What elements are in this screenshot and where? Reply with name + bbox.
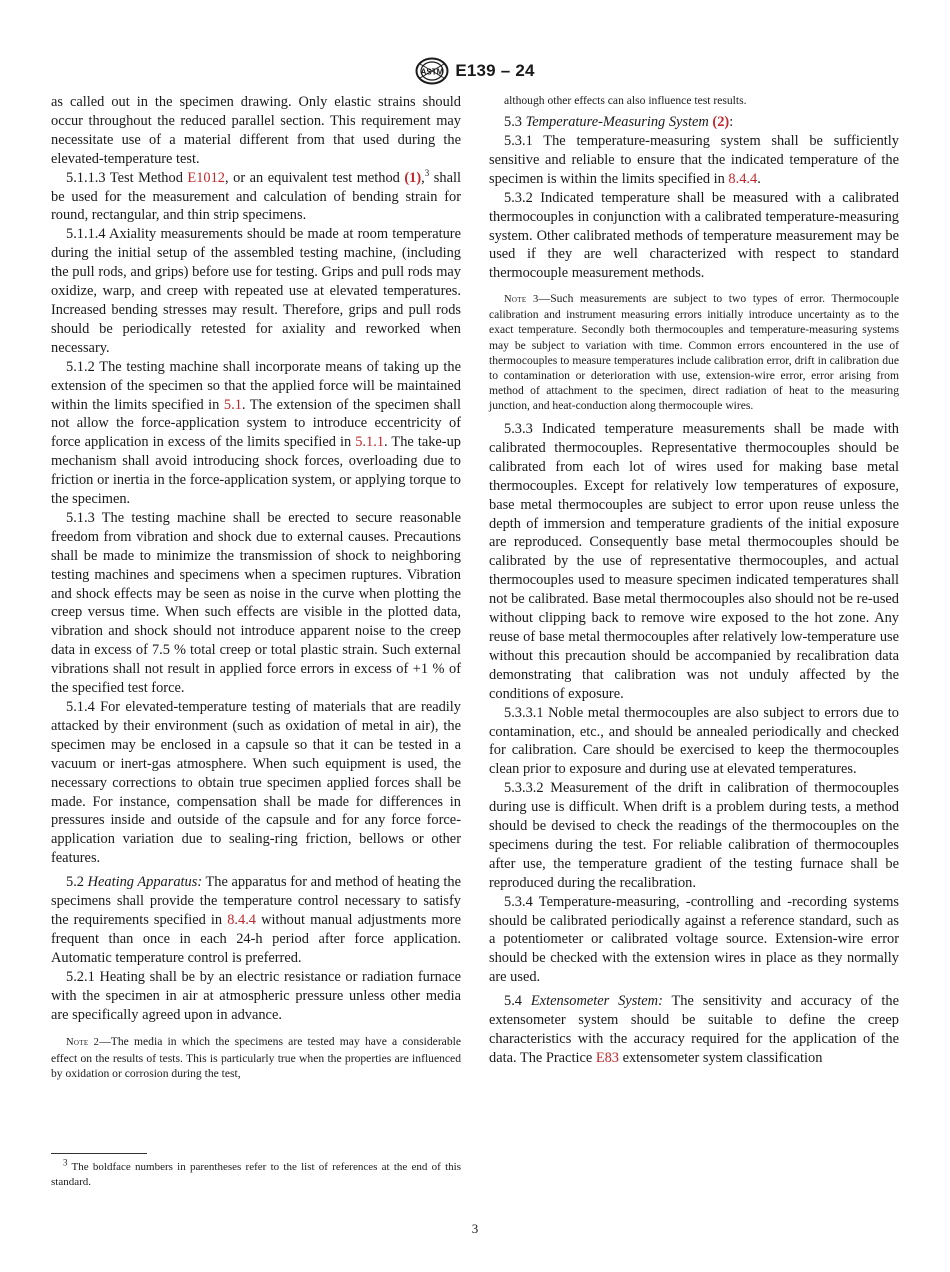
paragraph-5-1-1-3: 5.1.1.3 Test Method E1012, or an equivalent test method (1),$^3$ shall be used for the measurement and calculation of bending strain for round, rectangular, and thin strip specimens.	[51, 167, 461, 224]
right-column	[489, 93, 899, 1068]
left-column	[51, 93, 461, 1081]
link-8-4-4-b[interactable]: 8.4.4	[728, 170, 758, 187]
paragraph-5-2-1: 5.2.1 Heating shall be by an electric resistance or radiation furnace with the specimen in air at atmospheric pressure unless other media are specifically agreed upon in advance.	[51, 968, 461, 1023]
note-label: Note 3	[504, 294, 539, 306]
paragraph-5-2: 5.2 Heating Apparatus: The apparatus for and method of heating the specimens shall provide the temperature control necessary to satisfy the requirements specified in 8.4.4 without manual adjustments more frequent than once in each 24-h period after force application. Automatic temperature control is preferred.	[51, 874, 461, 966]
section-title-extensometer-system: Extensometer System:	[530, 993, 663, 1010]
paragraph-5-3-3-2: 5.3.3.2 Measurement of the drift in calibration of thermocouples during use is difficult. When drift is a problem during tests, a method should be devised to check the readings of the thermocouples on the specimens during the test. For reliable calibration of thermocouples after use, the temperature gradient of the testing furnace shall be reproduced during the recalibration.	[489, 780, 899, 891]
link-5-1-1[interactable]: 5.1.1	[355, 434, 385, 451]
astm-logo-icon	[415, 57, 449, 85]
note-label: Note 2	[66, 1037, 100, 1049]
section-title-temperature-measuring-system: Temperature-Measuring System	[525, 114, 709, 131]
svg-text:ASTM: ASTM	[420, 67, 444, 77]
paragraph-5-3-3-1: 5.3.3.1 Noble metal thermocouples are also subject to errors due to contamination, etc., and should be annealed periodically and checked for calibration. Care should be exercised to keep the thermocouples clean prior to exposure and during use at elevated temperatures.	[489, 704, 899, 778]
reference-1[interactable]: (1)	[404, 169, 422, 186]
link-e1012[interactable]: E1012	[187, 169, 225, 186]
section-title-heating-apparatus: Heating Apparatus:	[87, 874, 203, 891]
paragraph-5-4: 5.4 Extensometer System: The sensitivity and accuracy of the extensometer system should be suitable to define the creep characteristics with the accuracy required for the application of the data. The Practice E83 extensometer system classification	[489, 993, 899, 1066]
paragraph-continuation: as called out in the specimen drawing. Only elastic strains should occur throughout the reduced parallel section. This requirement may necessitate use of a material different from that used during the elevated-temperature test.	[51, 94, 461, 167]
paragraph-5-3: 5.3 Temperature-Measuring System (2):	[504, 114, 734, 131]
link-e83[interactable]: E83	[595, 1049, 619, 1066]
paragraph-5-3-1: 5.3.1 The temperature-measuring system shall be sufficiently sensitive and reliable to ensure that the indicated temperature of the specimen is within the limits specified in 8.4.4.	[489, 133, 899, 187]
link-5-1[interactable]: 5.1	[223, 396, 242, 413]
footnote-marker[interactable]: 3	[424, 167, 430, 178]
paragraph-5-1-2: 5.1.2 The testing machine shall incorporate means of taking up the extension of the specimen so that the applied force will be maintained within the limits specified in 5.1. The extension of the specimen shall not allow the force-application system to introduce eccentricity of force application in excess of the limits specified in 5.1.1. The take-up mechanism shall avoid introducing shock forces, overloading due to friction or inertia in the force-application system, or applying torque to the specimen.	[51, 358, 461, 508]
paragraph-5-1-1-4: 5.1.1.4 Axiality measurements should be made at room temperature during the initial setup of the assembled testing machine, (including the pull rods, and grips) before use for testing. Grips and pull rods may oxidize, warp, and creep with repeated use at elevated temperatures. Increased bending stresses may result. Therefore, grips and pull rods should be periodically retested for axiality and reworked when necessary.	[51, 226, 461, 356]
note-2: Note 2—The media in which the specimens are tested may have a considerable effect on the results of tests. This is particularly true when the properties are influenced by oxidation or corrosion during the test,	[51, 1035, 461, 1080]
page-number: 3	[471, 1221, 479, 1236]
standard-designation: E139 – 24	[455, 61, 535, 80]
paragraph-5-1-3: 5.1.3 The testing machine shall be erected to secure reasonable freedom from vibration and shock due to external causes. Precautions shall be made to minimize the transmission of shock to neighboring testing machines and specimens when a specimen ruptures. Vibration and shock effects may be seen as noise in the curve when plotting the creep versus time. When such effects are visible in the plotted data, vibration and shock should not introduce apparent noise to the creep data in excess of 7.5 % total creep or total plastic strain. Such external vibrations shall not result in applied force errors in excess of +1 % of the specified test force.	[51, 509, 461, 697]
paragraph-5-3-4: 5.3.4 Temperature-measuring, -controlling and -recording systems should be calibrated periodically against a reference standard, such as a potentiometer or calibrated voltage source. Extension-wire error should be checked with the extension wires in place as they normally are used.	[489, 893, 899, 986]
reference-2[interactable]: (2)	[712, 114, 730, 131]
paragraph-5-3-3: 5.3.3 Indicated temperature measurements shall be made with calibrated thermocouples. Representative thermocouples should be calibrated from each lot of wires used for making base metal thermocouples. Except for relatively low temperatures of exposure, base metal thermocouples are subject to error upon reuse unless the depth of immersion and temperature gradients of the initial exposure are reproduced. Consequently base metal thermocouples should be calibrated by the use of representative thermocouples, and actual thermocouples used to measure specimen indicated temperatures shall not be calibrated. Base metal thermocouples also should not be re-used without clipping back to remove wire exposed to the hot zone. Any reuse of base metal thermocouples after relatively low-temperature use without this precaution should be accompanied by recalibration data demonstrating that calibration was not unduly affected by the conditions of exposure.	[489, 421, 899, 702]
footnote-number: 3	[63, 1157, 68, 1168]
note-2-continuation: although other effects can also influence test results.	[504, 94, 747, 107]
paragraph-5-1-4: 5.1.4 For elevated-temperature testing of materials that are readily attacked by their environment (such as oxidation of metal in air), the specimen may be enclosed in a capsule so that it can be tested in a vacuum or inert-gas atmosphere. When such equipment is used, the necessary corrections to obtain true specimen applied forces shall be made. For instance, compensation shall be made for differences in pressures inside and outside of the capsule and for any force force-application variation due to sealing-ring friction, bellows or other features.	[51, 699, 461, 867]
footnote-divider	[51, 1153, 147, 1154]
page-header	[0, 56, 950, 86]
note-3: Note 3—Such measurements are subject to two types of error. Thermocouple calibration and instrument measuring errors initially introduce uncertainty as to the exact temperature. Secondly both thermocouples and temperature-measuring systems may be subject to variation with time. Common errors encountered in the use of thermocouples to measure temperatures include calibration error, drift in calibration due to contamination or deterioration with use, extension-wire error, error arising from method of attachment to the specimen, direct radiation of heat to the measuring junction, and heat-conduction along thermocouple wires.	[489, 292, 899, 412]
link-8-4-4[interactable]: 8.4.4	[227, 911, 256, 928]
paragraph-5-3-2: 5.3.2 Indicated temperature shall be measured with a calibrated thermocouples in conjunction with a calibrated temperature-measuring system. Other calibrated methods of temperature measurement may be used if they are well characterized with respect to standard thermocouple measurement methods.	[489, 189, 899, 282]
footnote-3: $^3$ The boldface numbers in parentheses refer to the list of references at the end of this standard.	[51, 1157, 461, 1188]
